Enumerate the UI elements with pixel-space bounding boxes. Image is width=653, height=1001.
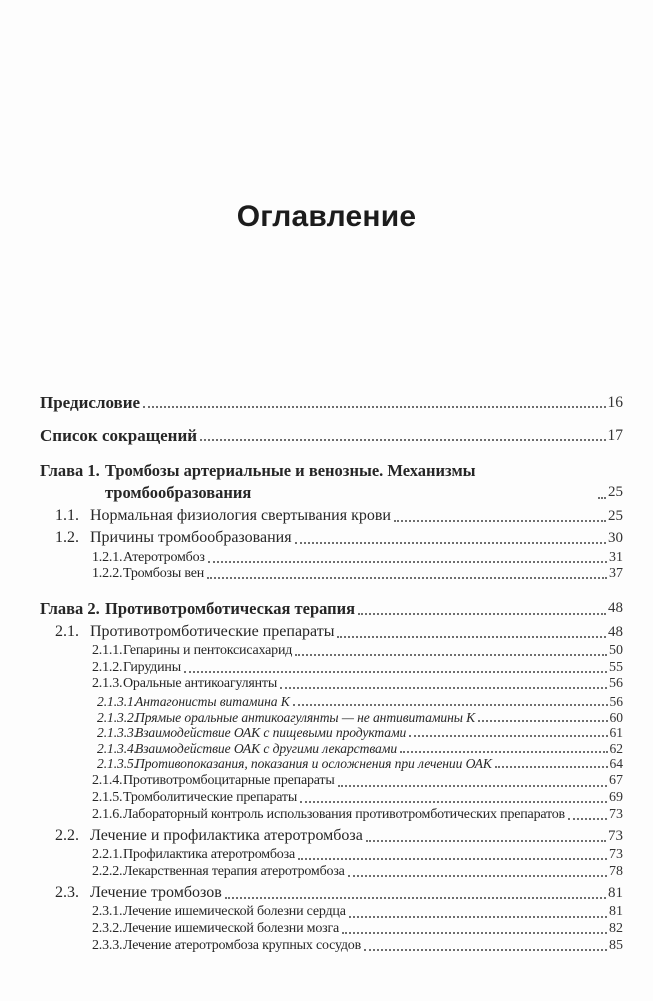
toc-entry-title: Нормальная физиология свертывания крови	[90, 506, 391, 524]
toc-entry-title: Лечение ишемической болезни мозга	[123, 921, 340, 936]
toc-entry	[40, 710, 623, 726]
dot-leader	[349, 916, 607, 918]
dot-leader	[300, 801, 607, 803]
toc-entry-number: 2.1.3.	[92, 676, 123, 692]
toc-entry-page: 30	[608, 530, 623, 546]
toc-entry-page: 25	[608, 483, 623, 500]
toc-entry-title: Атеротромбоз	[123, 549, 205, 565]
toc-entry-title: Взаимодействие ОАК с другими лекарствами	[135, 740, 398, 756]
dot-leader	[348, 875, 607, 877]
toc-entry-title: Тромболитические препараты	[123, 790, 298, 806]
dot-leader	[366, 840, 606, 842]
toc-entry	[40, 921, 623, 938]
toc-entry	[40, 864, 623, 881]
toc-entry-page: 64	[609, 756, 623, 772]
toc-entry-number: 2.3.	[55, 883, 79, 901]
toc-entry	[40, 460, 623, 503]
dot-leader	[200, 439, 605, 441]
toc-entry	[40, 550, 623, 567]
toc-entry-title: Противотромбоцитарные препараты	[123, 773, 335, 789]
toc-entry	[40, 847, 623, 864]
toc-entry-page: 78	[609, 863, 623, 879]
toc-entry-number: 1.2.	[55, 529, 79, 546]
toc-entry-page: 31	[609, 549, 623, 565]
page-title: Оглавление	[236, 200, 417, 234]
toc-entry	[40, 676, 623, 693]
toc-entry	[40, 506, 623, 526]
toc-entry-title: Противотромботические препараты	[90, 622, 335, 640]
toc-entry-number: 1.2.2.	[92, 566, 123, 582]
toc-entry-title: Причины тромбообразования	[90, 529, 292, 546]
toc-entry-page: 81	[609, 904, 623, 920]
toc-entry	[40, 773, 623, 790]
toc-entry-page: 81	[608, 884, 623, 901]
toc-entry-page: 73	[609, 806, 623, 822]
dot-leader	[295, 542, 606, 544]
toc-entry-number: 2.3.3.	[92, 937, 123, 953]
toc-entry-title: Гирудины	[123, 659, 181, 675]
toc-entry-number: 2.1.3.5.	[97, 756, 137, 772]
toc-entry-page: 17	[607, 427, 623, 444]
toc-entry-number: 2.2.	[55, 826, 79, 844]
toc-entry	[40, 938, 623, 955]
toc-entry-page: 48	[608, 623, 623, 640]
toc-entry-title: Предисловие	[40, 393, 141, 412]
dot-leader	[409, 735, 607, 737]
toc-entry	[40, 725, 623, 741]
dot-leader	[295, 654, 607, 656]
toc-entry-page: 73	[609, 847, 623, 863]
toc-entry-number: 2.2.1.	[92, 847, 123, 863]
toc-entry	[40, 694, 623, 710]
dot-leader	[298, 858, 607, 860]
toc-entry-page: 56	[609, 693, 623, 709]
toc-entry-page: 85	[609, 937, 623, 953]
toc-entry-title: Лечение ишемической болезни сердца	[123, 904, 346, 920]
toc-entry-page: 67	[609, 773, 623, 789]
toc-entry	[40, 426, 623, 445]
toc-entry-number: Глава 2.	[40, 598, 100, 618]
dot-leader	[495, 766, 608, 768]
toc-entry-number: 2.1.5.	[92, 790, 123, 806]
toc-entry-page: 16	[607, 394, 623, 411]
dot-leader	[358, 613, 606, 615]
toc-entry	[40, 528, 623, 548]
toc-entry	[40, 393, 623, 412]
toc-entry-title: Взаимодействие ОАК с пищевыми продуктами	[135, 725, 407, 741]
dot-leader	[337, 636, 606, 638]
toc-entry-number: 1.2.1.	[92, 549, 123, 565]
toc-entry-title: Оральные антикоагулянты	[123, 676, 278, 692]
toc-entry-title: Профилактика атеротромбоза	[123, 847, 295, 863]
toc-entry	[40, 741, 623, 757]
toc-entry	[40, 807, 623, 824]
toc-entry-title: Противотромботическая терапия	[105, 598, 356, 618]
dot-leader	[280, 687, 607, 689]
dot-leader	[207, 577, 607, 579]
toc-entry-page: 50	[609, 643, 623, 659]
toc-entry-page: 48	[608, 599, 623, 616]
toc-entry-title: Список сокращений	[40, 426, 198, 445]
toc-entry-page: 60	[609, 709, 623, 725]
toc-entry	[40, 643, 623, 660]
toc-entry	[40, 790, 623, 807]
toc-entry-number: 1.1.	[55, 506, 79, 524]
toc-entry-number: 2.1.2.	[92, 659, 123, 675]
dot-leader	[568, 818, 607, 820]
dot-leader	[225, 897, 606, 899]
dot-leader	[364, 949, 607, 951]
toc-entry-number: 2.2.2.	[92, 863, 123, 879]
toc-entry	[40, 883, 623, 903]
toc-entry-number: Глава 1.	[40, 461, 100, 480]
dot-leader	[208, 561, 607, 563]
dot-leader	[394, 520, 606, 522]
dot-leader	[184, 671, 607, 673]
toc-entry-page: 56	[609, 676, 623, 692]
toc-entry-number: 2.1.3.2.	[97, 709, 137, 725]
dot-leader	[143, 406, 605, 408]
toc-entry-page: 25	[608, 507, 623, 524]
toc-entry	[40, 598, 623, 620]
toc-entry-page: 37	[609, 566, 623, 582]
toc-entry-title: Тромбозы вен	[123, 566, 205, 582]
toc-entry-title: Лечение и профилактика атеротромбоза	[90, 826, 363, 844]
toc-entry-title: Лечение тромбозов	[90, 883, 222, 901]
dot-leader	[342, 932, 607, 934]
toc-entry	[40, 756, 623, 772]
toc-entry	[40, 904, 623, 921]
toc-entry-title: Прямые оральные антикоагулянты — не антивитамины К	[135, 709, 476, 725]
toc-entry-title: Лечение атеротромбоза крупных сосудов	[123, 937, 362, 953]
dot-leader	[478, 720, 607, 722]
dot-leader	[293, 704, 608, 706]
toc-entry	[40, 566, 623, 583]
toc-entry	[40, 660, 623, 677]
toc-list	[40, 393, 623, 954]
toc-entry-title: Лабораторный контроль использования противотромботических препаратов	[123, 806, 565, 822]
toc-entry-page: 62	[609, 740, 623, 756]
toc-entry	[40, 826, 623, 846]
toc-entry-title: Противопоказания, показания и осложнения при лечении ОАК	[135, 756, 492, 772]
toc-entry-title: Тромбозы артериальные и венозные. Механизмы тромбообразования	[105, 461, 476, 502]
toc-entry-page: 55	[609, 659, 623, 675]
toc-entry-number: 2.1.3.3.	[97, 725, 137, 741]
toc-entry-page: 73	[608, 827, 623, 844]
dot-leader	[400, 751, 607, 753]
toc-entry-number: 2.1.3.4.	[97, 740, 137, 756]
toc-entry-number: 2.3.2.	[92, 921, 123, 936]
dot-leader	[598, 497, 606, 499]
toc-entry-page: 61	[609, 725, 623, 741]
toc-entry-number: 2.1.1.	[92, 643, 123, 659]
toc-entry-title: Гепарины и пентоксисахарид	[123, 643, 293, 659]
toc-entry-page: 82	[609, 921, 623, 936]
toc-entry-number: 2.1.	[55, 622, 79, 640]
toc-entry-number: 2.1.3.1.	[97, 693, 137, 709]
toc-entry-number: 2.1.6.	[92, 806, 123, 822]
toc-entry-title: Антагонисты витамина К	[135, 693, 290, 709]
toc-entry-page: 69	[609, 790, 623, 806]
dot-leader	[338, 785, 607, 787]
toc-entry	[40, 622, 623, 642]
toc-entry-number: 2.3.1.	[92, 904, 123, 920]
toc-entry-number: 2.1.4.	[92, 773, 123, 789]
toc-entry-title: Лекарственная терапия атеротромбоза	[123, 863, 345, 879]
